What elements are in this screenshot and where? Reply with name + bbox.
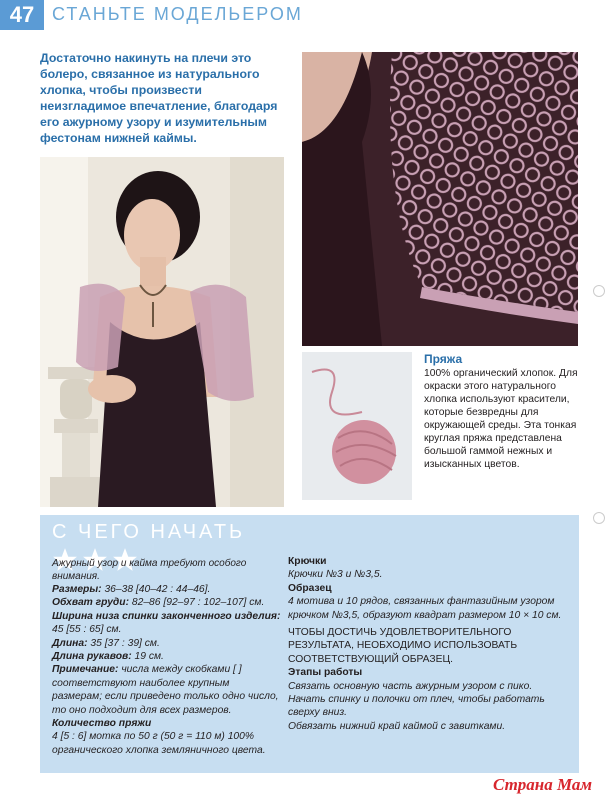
binder-hole: [593, 512, 605, 524]
yarn-title: Пряжа: [424, 352, 463, 366]
step-1: Связать основную часть ажурным узором с пико.: [288, 680, 533, 692]
intro-text: Достаточно накинуть на плечи это болеро, связанное из натурального хлопка, чтобы произвести неизгладимое впечатление, благодаря его ажурному узору и изумительным фестонам нижней каймы.: [40, 51, 278, 145]
yarn-qty-label: Количество пряжи: [52, 718, 152, 730]
back-width-row: [52, 610, 282, 637]
difficulty-note: Ажурный узор и кайма требуют особого внимания.: [52, 558, 247, 582]
getting-started-box: [40, 515, 579, 773]
chest-label: Обхват груди:: [52, 597, 130, 609]
lace-detail-illustration: [302, 52, 578, 346]
chest-value: 82–86 [92–97 : 102–107] см.: [129, 597, 265, 609]
length-label: Длина:: [52, 637, 88, 649]
left-column: [52, 557, 282, 757]
model-illustration: [40, 157, 284, 507]
yarn-ball-illustration: [302, 352, 412, 500]
sizes-label: Размеры:: [52, 584, 102, 595]
sizes-row: [52, 583, 282, 596]
hooks-label: Крючки: [288, 556, 327, 567]
binder-hole: [593, 285, 605, 297]
step-3: Обвязать нижний край каймой с завитками.: [288, 720, 506, 732]
yarn-qty-value: 4 [5 : 6] мотка по 50 г (50 г = 110 м) 100% органического хлопка земляничного цвета.: [52, 731, 266, 756]
watermark: Страна Мам: [493, 775, 593, 794]
yarn-section: [424, 352, 582, 471]
lace-detail-photo: [302, 52, 578, 346]
note-value: числа между скобками [ ] соответствуют наиболее крупным размерам; если приведено только одно число, то оно подходит для всех размеров.: [52, 664, 279, 716]
sizes-value: 36–38 [40–42 : 44–46].: [101, 584, 211, 595]
sleeve-value: 19 см.: [131, 651, 164, 663]
sleeve-label: Длина рукавов:: [52, 651, 132, 663]
model-photo: [40, 157, 284, 507]
gauge-warning: ЧТОБЫ ДОСТИЧЬ УДОВЛЕТВОРИТЕЛЬНОГО РЕЗУЛЬТАТА, НЕОБХОДИМО ИСПОЛЬЗОВАТЬ СООТВЕТСТВУЮЩИЙ ОБРАЗЕЦ.: [288, 627, 518, 665]
page-number: 47: [0, 0, 44, 30]
gauge-value: 4 мотива и 10 рядов, связанных фантазийным узором крючком №3,5, образуют квадрат размером 10 × 10 см.: [288, 596, 562, 621]
hooks-value: Крючки №3 и №3,5.: [288, 569, 383, 581]
gauge-label: Образец: [288, 582, 332, 594]
note-label: Примечание:: [52, 664, 119, 676]
step-2: Начать спинку и полочки от плеч, чтобы работать сверху вниз.: [288, 694, 545, 719]
right-column: [288, 555, 573, 733]
steps-label: Этапы работы: [288, 667, 363, 679]
back-width-label: Ширина низа спинки законченного изделия:: [52, 610, 281, 622]
back-width-value: 45 [55 : 65] см.: [52, 624, 122, 636]
note-row: [52, 663, 282, 717]
box-title: С ЧЕГО НАЧАТЬ: [52, 521, 246, 543]
yarn-description: 100% органический хлопок. Для окраски этого натурального хлопка используют красители, которые безвредны для окружающей среды. Эта тонкая круглая пряжа представлена большой гаммой нежных и изысканных цветов.: [424, 368, 578, 470]
yarn-ball-photo: [302, 352, 412, 500]
chest-row: [52, 596, 282, 609]
sleeve-row: [52, 650, 282, 663]
length-row: [52, 637, 282, 650]
section-title: СТАНЬТЕ МОДЕЛЬЕРОМ: [52, 4, 303, 24]
length-value: 35 [37 : 39] см.: [87, 637, 160, 649]
